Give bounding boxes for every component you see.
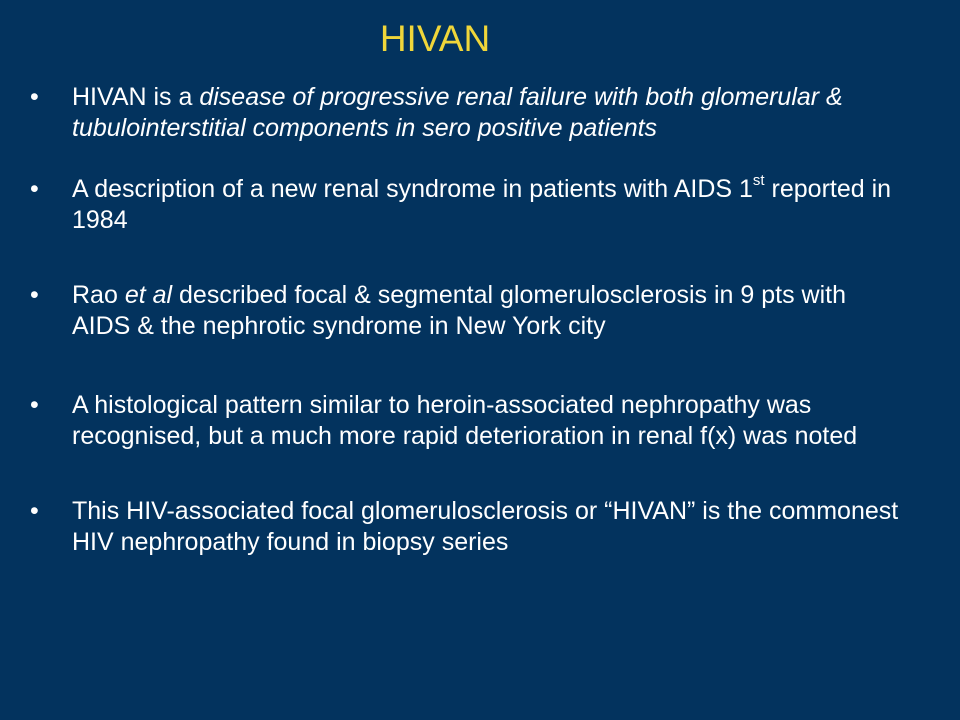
bullet-icon: •	[30, 497, 39, 525]
bullet-list	[30, 82, 900, 588]
bullet-item	[30, 171, 900, 236]
bullet-icon: •	[30, 281, 39, 309]
slide-title: HIVAN	[379, 18, 491, 59]
bullet-text: A description of a new renal syndrome in patients with AIDS 1	[72, 175, 753, 203]
bullet-text: This HIV-associated focal glomerulosclerosis or “HIVAN” is the commonest HIV nephropathy found in biopsy series	[72, 497, 899, 556]
bullet-item	[30, 390, 900, 452]
bullet-text-italic: disease of progressive renal failure with both glomerular & tubulointerstitial components in sero positive patients	[72, 83, 843, 142]
bullet-icon: •	[30, 175, 39, 203]
bullet-item	[30, 496, 900, 558]
bullet-text: Rao	[72, 281, 125, 309]
bullet-text: described focal & segmental glomerulosclerosis in 9 pts with AIDS & the nephrotic syndrome in New York city	[72, 281, 847, 340]
bullet-text: HIVAN is a	[72, 83, 200, 111]
bullet-text-italic: et al	[124, 281, 173, 309]
bullet-item	[30, 82, 900, 144]
bullet-text: reported in 1984	[72, 175, 892, 234]
bullet-icon: •	[30, 83, 39, 111]
bullet-text: A histological pattern similar to heroin-associated nephropathy was recognised, but a much more rapid deterioration in renal f(x) was noted	[72, 391, 858, 450]
bullet-item	[30, 280, 900, 342]
bullet-icon: •	[30, 391, 39, 419]
ordinal-suffix: st	[752, 171, 765, 189]
